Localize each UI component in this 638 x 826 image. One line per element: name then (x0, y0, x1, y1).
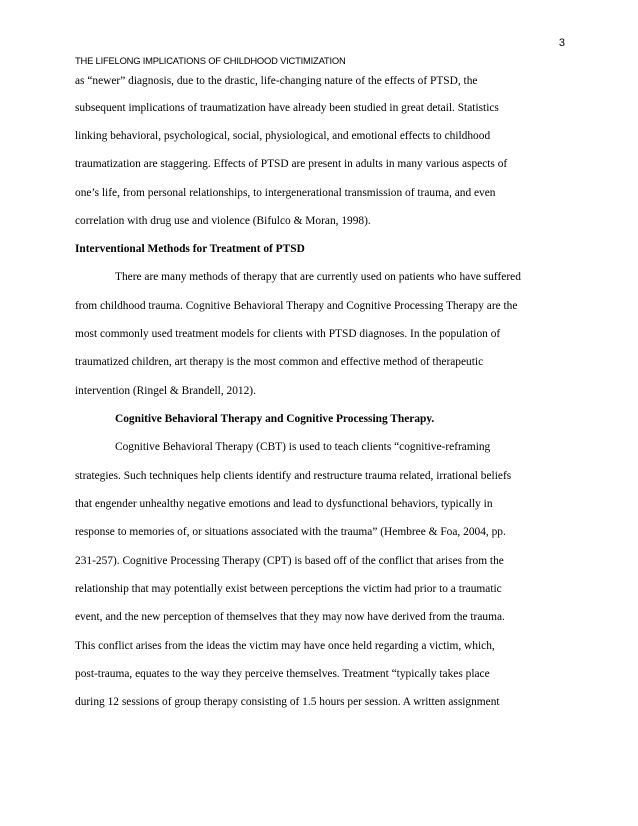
page-number: 3 (558, 37, 565, 49)
body-line: response to memories of, or situations associated with the trauma” (Hembree & Foa, 2004, pp. (75, 526, 506, 538)
section-heading: Interventional Methods for Treatment of PTSD (75, 243, 305, 255)
body-line: traumatization are staggering. Effects of PTSD are present in adults in many various aspects of (75, 158, 508, 170)
running-head: THE LIFELONG IMPLICATIONS OF CHILDHOOD VICTIMIZATION (75, 55, 346, 66)
body-line: most commonly used treatment models for clients with PTSD diagnoses. In the population of (75, 328, 501, 340)
body-line: post-trauma, equates to the way they perceive themselves. Treatment “typically takes place (75, 668, 490, 680)
body-line: strategies. Such techniques help clients identify and restructure trauma related, irrational beliefs (75, 470, 512, 482)
body-line: This conflict arises from the ideas the victim may have once held regarding a victim, which, (75, 640, 495, 652)
body-line: intervention (Ringel & Brandell, 2012). (75, 385, 256, 397)
paragraph-first-line: Cognitive Behavioral Therapy (CBT) is used to teach clients “cognitive-reframing (115, 441, 491, 453)
subsection-heading: Cognitive Behavioral Therapy and Cognitive Processing Therapy. (115, 413, 435, 425)
body-line: traumatized children, art therapy is the most common and effective method of therapeutic (75, 356, 484, 368)
body-line: subsequent implications of traumatization have already been studied in great detail. Statistics (75, 102, 499, 114)
body-line: correlation with drug use and violence (Bifulco & Moran, 1998). (75, 215, 371, 227)
body-line: event, and the new perception of themselves that they may now have derived from the trauma. (75, 611, 505, 623)
body-line: 231-257). Cognitive Processing Therapy (CPT) is based off of the conflict that arises from the (75, 555, 504, 567)
paragraph-first-line: There are many methods of therapy that are currently used on patients who have suffered (115, 271, 521, 283)
body-line: linking behavioral, psychological, social, physiological, and emotional effects to childhood (75, 130, 491, 142)
body-line: during 12 sessions of group therapy consisting of 1.5 hours per session. A written assignment (75, 696, 500, 708)
body-line: one’s life, from personal relationships, to intergenerational transmission of trauma, and even (75, 187, 496, 199)
body-line: relationship that may potentially exist between perceptions the victim had prior to a traumatic (75, 583, 502, 595)
body-line: that engender unhealthy negative emotions and lead to dysfunctional behaviors, typically in (75, 498, 493, 510)
body-line: as “newer” diagnosis, due to the drastic, life-changing nature of the effects of PTSD, the (75, 75, 478, 87)
body-line: from childhood trauma. Cognitive Behavioral Therapy and Cognitive Processing Therapy are the (75, 300, 518, 312)
